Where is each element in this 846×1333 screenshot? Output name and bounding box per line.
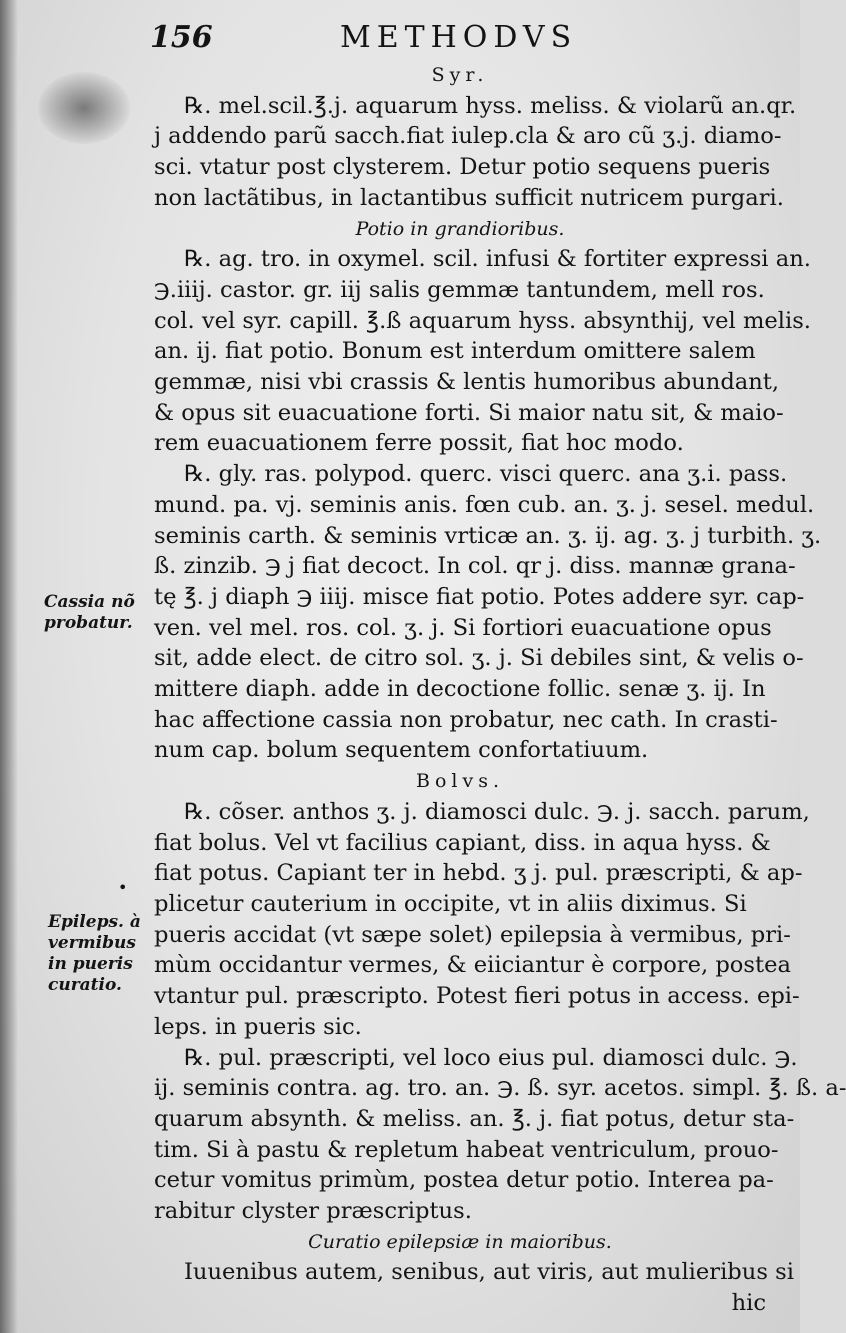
text-line: an. ij. fiat potio. Bonum est interdum omittere salem [154,338,756,365]
ink-smudge [38,72,130,144]
margin-note-line: Epileps. à [48,912,141,932]
margin-note-cassia [44,592,156,634]
text-line: vtantur pul. præscripto. Potest fieri potus in access. epi- [154,983,800,1010]
text-line: ℞. gly. ras. polypod. querc. visci querc. ana ʒ.i. pass. [184,461,788,488]
text-line: ℞. cõser. anthos ʒ. j. diamosci dulc. ℈. j. sacch. parum, [184,798,810,825]
body-text [154,60,846,1319]
margin-note-epilepsy [48,912,160,996]
section-heading-potio: Potio in grandioribus. [355,217,565,240]
running-head: METHODVS [340,20,578,55]
text-line: sci. vtatur post clysterem. Detur potio sequens pueris [154,154,771,181]
text-line: leps. in pueris sic. [154,1013,362,1040]
text-line: rabitur clyster præscriptus. [154,1198,472,1225]
text-line: & opus sit euacuatione forti. Si maior natu sit, & maio- [154,399,784,426]
page-number: 156 [150,20,213,55]
margin-note-line: vermibus [48,933,136,953]
margin-dot: • [118,878,128,897]
margin-note-line: probatur. [44,613,133,633]
text-line: mittere diaph. adde in decoctione follic. senæ ʒ. ij. In [154,676,766,703]
text-line: ß. zinzib. ℈ j fiat decoct. In col. qr j. diss. mannæ grana- [154,553,796,580]
text-line: tim. Si à pastu & repletum habeat ventriculum, prouo- [154,1136,779,1163]
text-line: mund. pa. vj. seminis anis. fœn cub. an. ʒ. j. sesel. medul. [154,491,815,518]
margin-note-line: Cassia nõ [44,592,135,612]
text-line: pueris accidat (vt sæpe solet) epilepsia à vermibus, pri- [154,921,791,948]
text-line: plicetur cauterium in occipite, vt in aliis diximus. Si [154,890,747,917]
text-line: ℞. mel.scil.℥.j. aquarum hyss. meliss. & violarũ an.qr. [184,92,797,119]
section-heading-bolus: Bolvs. [415,770,504,793]
text-line: ℞. ag. tro. in oxymel. scil. infusi & fortiter expressi an. [184,246,811,273]
text-line: j addendo parũ sacch.fiat iulep.cla & aro cũ ʒ.j. diamo- [154,123,782,150]
text-line: ℈.iiij. castor. gr. iij salis gemmæ tantundem, mell ros. [154,276,765,303]
text-line: non lactãtibus, in lactantibus sufficit nutricem purgari. [154,184,784,211]
section-heading-syr: Syr. [431,64,489,86]
text-line: mùm occidantur vermes, & eiiciantur è corpore, postea [154,952,791,979]
text-line: ℞. pul. præscripti, vel loco eius pul. diamosci dulc. ℈. [184,1044,798,1071]
text-line: col. vel syr. capill. ℥.ß aquarum hyss. absynthij, vel melis. [154,307,811,334]
catchword: hic [731,1290,766,1317]
text-line: rem euacuationem ferre possit, fiat hoc modo. [154,430,684,457]
page-header [150,18,770,58]
text-line: gemmæ, nisi vbi crassis & lentis humoribus abundant, [154,369,780,396]
text-line: tę ℥. j diaph ℈ iiij. misce fiat potio. Potes addere syr. cap- [154,583,805,610]
text-line: Iuuenibus autem, senibus, aut viris, aut mulieribus si [184,1259,794,1286]
text-line: fiat potus. Capiant ter in hebd. ʒ j. pul. præscripti, & ap- [154,860,803,887]
text-line: seminis carth. & seminis vrticæ an. ʒ. ij. ag. ʒ. j turbith. ʒ. [154,522,822,549]
margin-note-line: in pueris [48,954,133,974]
text-line: ven. vel mel. ros. col. ʒ. j. Si fortiori euacuatione opus [154,614,772,641]
text-line: num cap. bolum sequentem confortatiuum. [154,737,649,764]
text-line: cetur vomitus primùm, postea detur potio. Interea pa- [154,1167,774,1194]
text-line: sit, adde elect. de citro sol. ʒ. j. Si debiles sint, & velis o- [154,645,804,672]
text-line: quarum absynth. & meliss. an. ℥. j. fiat potus, detur sta- [154,1105,795,1132]
page-gutter-shadow [0,0,18,1333]
text-line: fiat bolus. Vel vt facilius capiant, diss. in aqua hyss. & [154,829,771,856]
margin-note-line: curatio. [48,975,122,995]
section-heading-curatio: Curatio epilepsiæ in maioribus. [308,1230,612,1253]
text-line: ij. seminis contra. ag. tro. an. ℈. ß. syr. acetos. simpl. ℥. ß. a- [154,1075,846,1102]
text-line: hac affectione cassia non probatur, nec cath. In crasti- [154,706,778,733]
